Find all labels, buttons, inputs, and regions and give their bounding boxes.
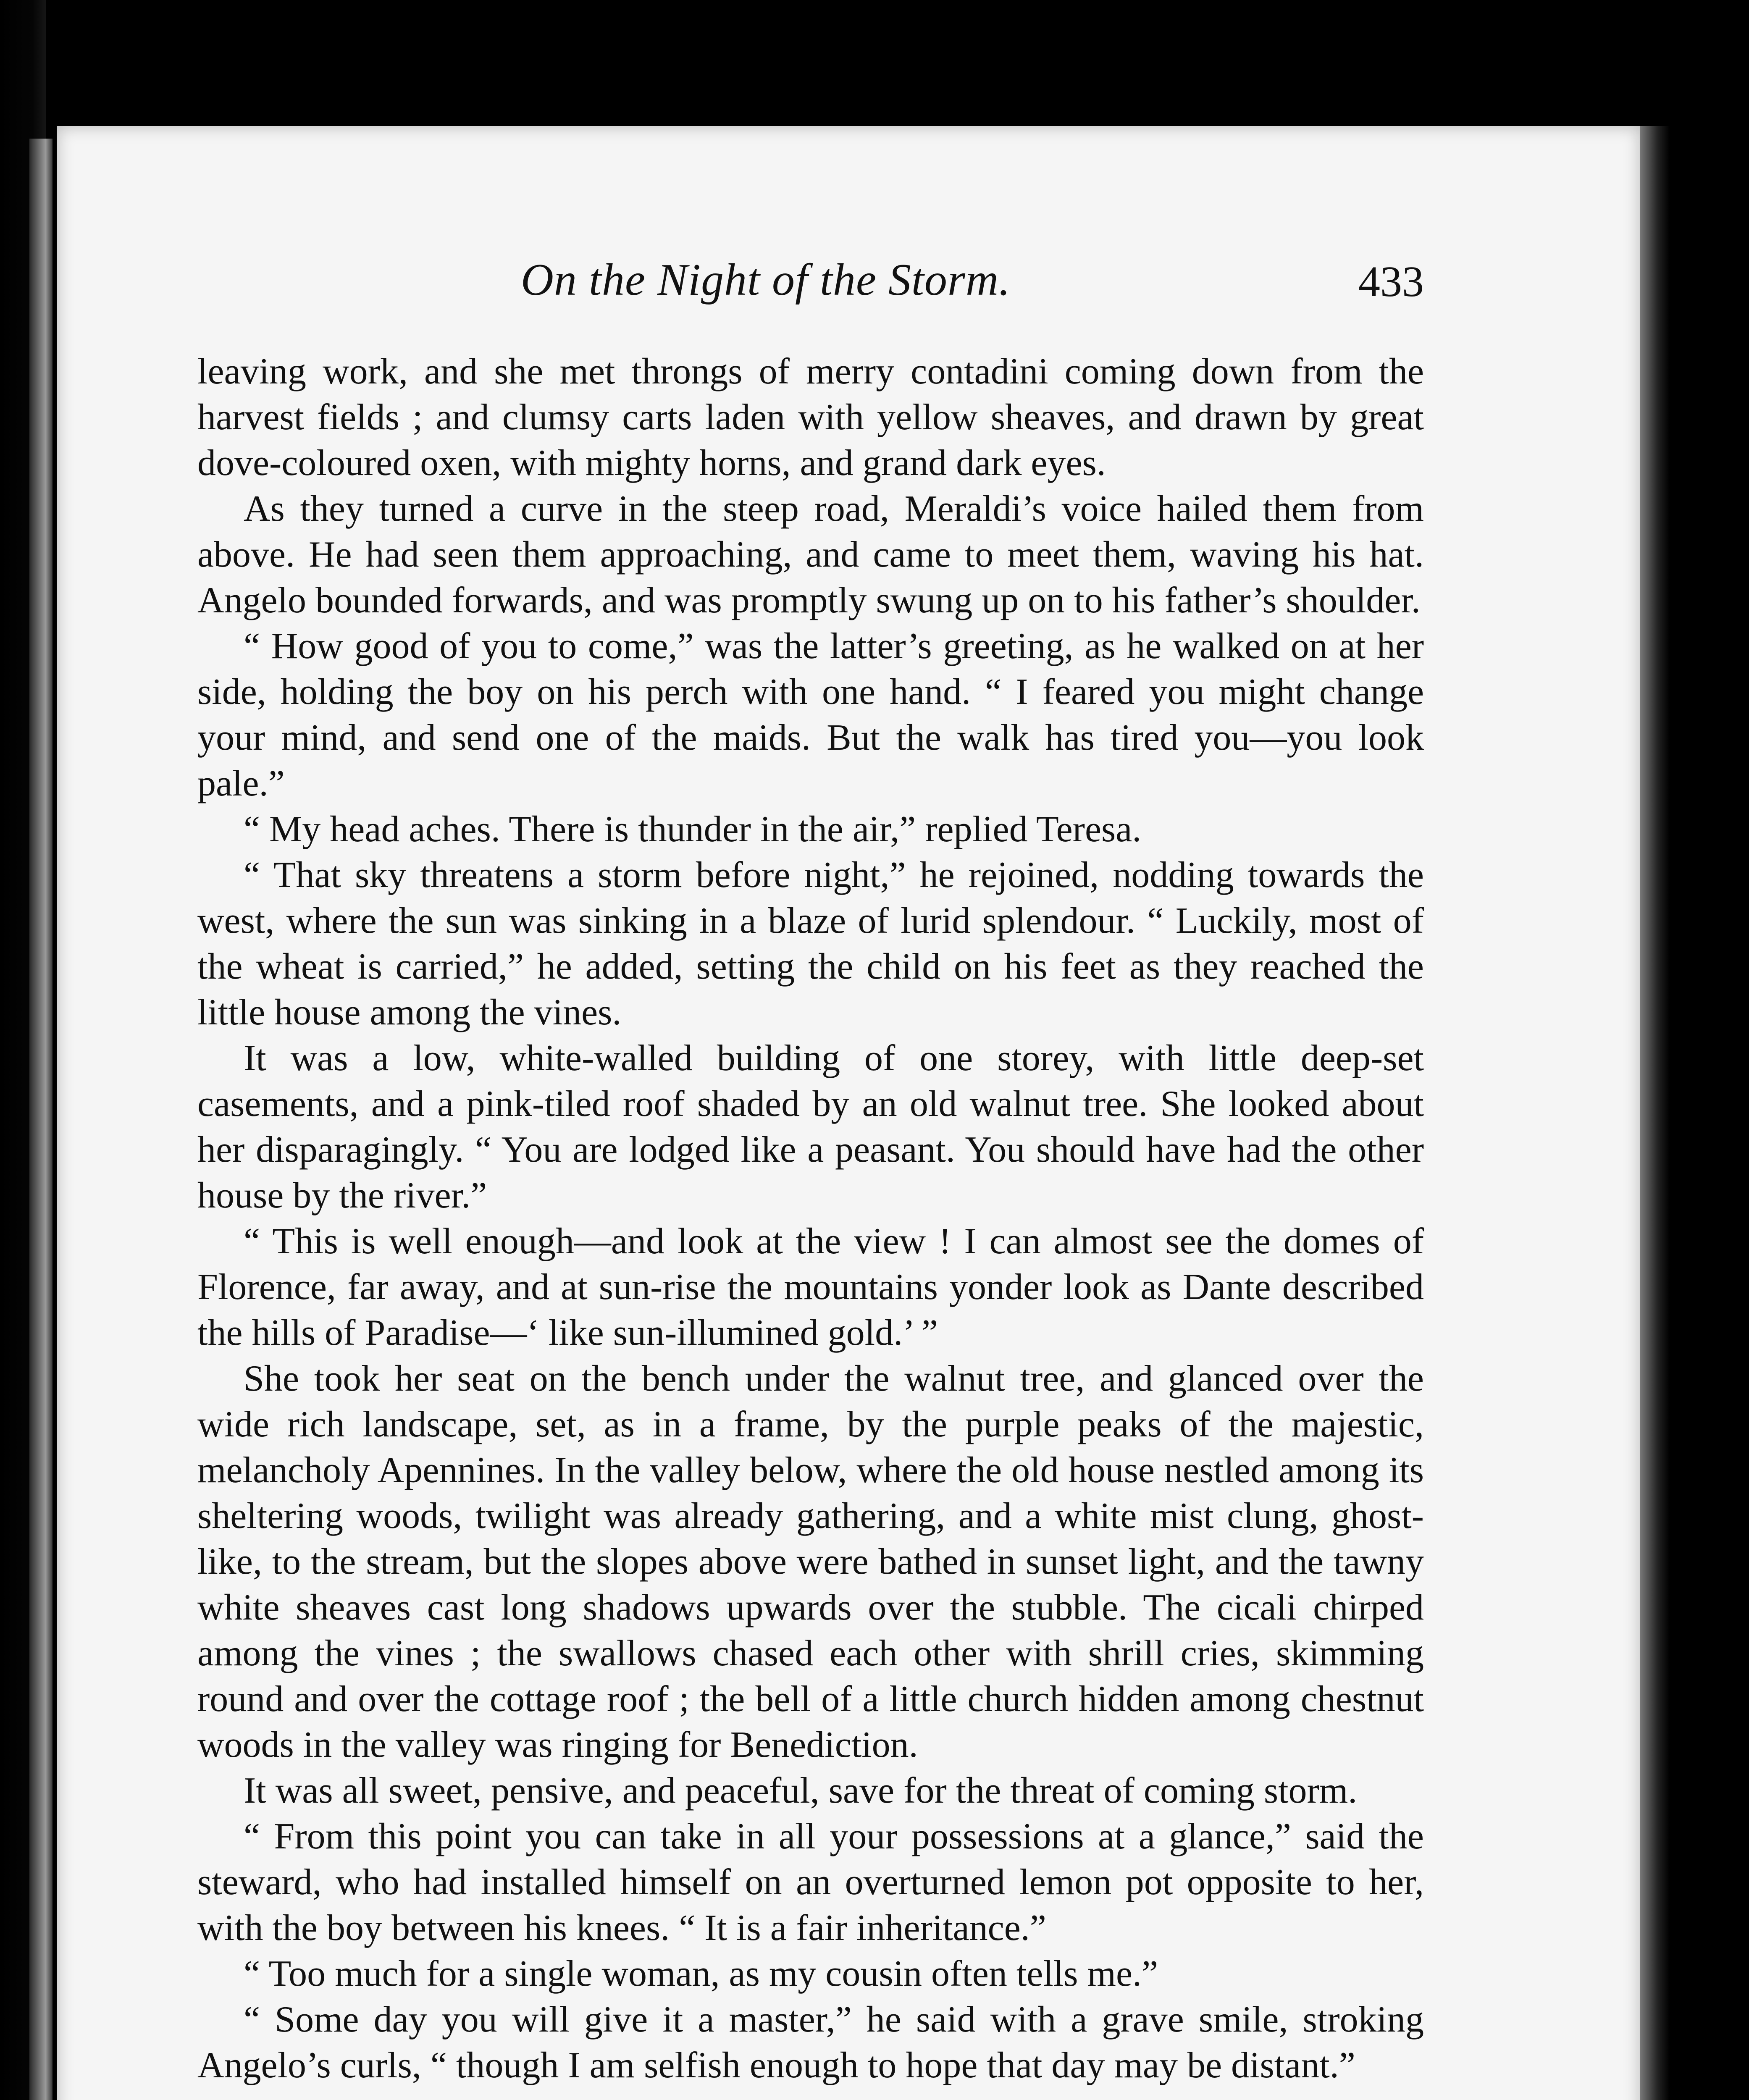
paragraph: She took her seat on the bench under the walnut tree, and glanced over the wide rich landscape, set, as in a frame, by the purple peaks of the majestic, melancholy Apennines. In the valley below, where the old house nestled among its sheltering woods, twilight was already gathering, and a white mist clung, ghost-like, to the stream, but the slopes above were bathed in sunset light, and the tawny white sheaves cast long shadows upwards over the stubble. The cicali chirped among the vines ; the swallows chased each other with shrill cries, skimming round and over the cottage roof ; the bell of a little church hidden among chestnut woods in the valley was ringing for Benediction.: [197, 1358, 1424, 1765]
paragraph: “ From this point you can take in all your possessions at a glance,” said the steward, who had installed himself on an overturned lemon pot opposite to her, with the boy between his knees. “ It is a fair inheritance.”: [197, 1816, 1424, 1948]
paragraph: leaving work, and she met throngs of merry contadini coming down from the harvest fields ; and clumsy carts laden with yellow sheaves, and drawn by great dove-coloured oxen, with mighty horns, and grand dark eyes.: [197, 351, 1424, 483]
body-text: [197, 349, 1424, 2088]
paragraph: It was all sweet, pensive, and peaceful, save for the threat of coming storm.: [244, 1770, 1358, 1811]
paragraph: As they turned a curve in the steep road, Meraldi’s voice hailed them from above. He had seen them approaching, and came to meet them, waving his hat. Angelo bounded forwards, and was promptly swung up on to his father’s shoulder.: [197, 488, 1424, 621]
paragraph: “ How good of you to come,” was the latter’s greeting, as he walked on at her side, holding the boy on his perch with one hand. “ I feared you might change your mind, and send one of the maids. But the walk has tired you—you look pale.”: [197, 626, 1424, 804]
running-title: On the Night of the Storm.: [521, 255, 1011, 305]
paragraph: “ This is well enough—and look at the view ! I can almost see the domes of Florence, far away, and at sun-rise the mountains yonder look as Dante described the hills of Paradise—‘ like sun-illumined gold.’ ”: [197, 1221, 1424, 1353]
paragraph: “ That sky threatens a storm before night,” he rejoined, nodding towards the west, where the sun was sinking in a blaze of lurid splendour. “ Luckily, most of the wheat is carried,” he added, setting the child on his feet as they reached the little house among the vines.: [197, 855, 1424, 1033]
paragraph: “ My head aches. There is thunder in the air,” replied Teresa.: [244, 809, 1142, 850]
paragraph: “ Some day you will give it a master,” he said with a grave smile, stroking Angelo’s curls, “ though I am selfish enough to hope that day may be distant.”: [197, 1999, 1424, 2086]
page-number: 433: [1358, 257, 1424, 306]
paragraph: It was a low, white-walled building of one storey, with little deep-set casements, and a pink-tiled roof shaded by an old walnut tree. She looked about her disparagingly. “ You are lodged like a peasant. You should have had the other house by the river.”: [197, 1038, 1424, 1216]
page-edge-shadow: [1640, 126, 1670, 2100]
paragraph: “ Too much for a single woman, as my cousin often tells me.”: [244, 1953, 1158, 1994]
page-header: [197, 254, 1424, 321]
previous-page-edge: [29, 139, 53, 2100]
